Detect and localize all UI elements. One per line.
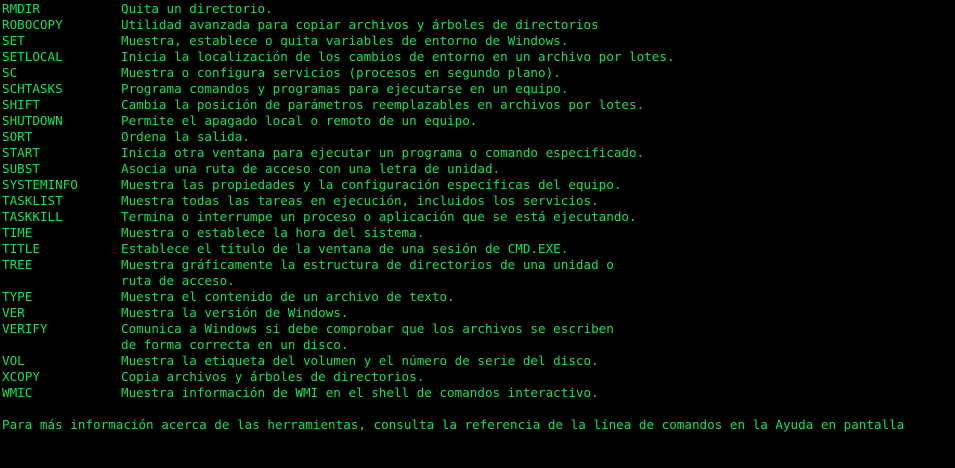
command-description: Inicia otra ventana para ejecutar un programa o comando especificado. (121, 145, 645, 160)
command-name: SCHTASKS (2, 81, 63, 96)
command-row (0, 145, 955, 161)
command-name: SETLOCAL (2, 49, 63, 64)
command-row (0, 177, 955, 193)
command-description: Establece el título de la ventana de una sesión de CMD.EXE. (121, 241, 569, 256)
command-row (0, 161, 955, 177)
command-row (0, 129, 955, 145)
command-name: TYPE (2, 289, 33, 304)
command-name: TIME (2, 225, 33, 240)
command-description: de forma correcta en un disco. (121, 337, 349, 352)
command-description: Copia archivos y árboles de directorios. (121, 369, 425, 384)
command-description: Muestra gráficamente la estructura de directorios de una unidad o (121, 257, 614, 272)
command-row (0, 369, 955, 385)
command-description: Muestra el contenido de un archivo de texto. (121, 289, 455, 304)
command-row (0, 321, 955, 337)
command-description: Muestra las propiedades y la configuración específicas del equipo. (121, 177, 622, 192)
command-name: START (2, 145, 40, 160)
command-name: TITLE (2, 241, 40, 256)
command-name: TREE (2, 257, 33, 272)
command-row (0, 241, 955, 257)
command-row (0, 97, 955, 113)
command-row (0, 49, 955, 65)
command-description: Muestra o configura servicios (procesos en segundo plano). (121, 65, 561, 80)
command-description: Quita un directorio. (121, 1, 273, 16)
command-row (0, 17, 955, 33)
command-description: Inicia la localización de los cambios de entorno en un archivo por lotes. (121, 49, 675, 64)
blank-line (0, 401, 955, 417)
command-description: Ordena la salida. (121, 129, 250, 144)
command-row (0, 33, 955, 49)
help-footer: Para más información acerca de las herramientas, consulta la referencia de la línea de comandos en la Ayuda en pantalla (2, 417, 905, 432)
command-row (0, 305, 955, 321)
command-row (0, 209, 955, 225)
command-name: RMDIR (2, 1, 40, 16)
command-description: Muestra, establece o quita variables de entorno de Windows. (121, 33, 569, 48)
command-row (0, 81, 955, 97)
command-name: SORT (2, 129, 33, 144)
command-name: SUBST (2, 161, 40, 176)
command-description: Programa comandos y programas para ejecutarse en un equipo. (121, 81, 569, 96)
command-description: Muestra o establece la hora del sistema. (121, 225, 425, 240)
command-description: Muestra la etiqueta del volumen y el número de serie del disco. (121, 353, 599, 368)
command-description: Muestra todas las tareas en ejecución, incluidos los servicios. (121, 193, 599, 208)
command-description: Muestra información de WMI en el shell de comandos interactivo. (121, 385, 599, 400)
command-name: XCOPY (2, 369, 40, 384)
command-name (0, 337, 121, 353)
command-name: VOL (2, 353, 25, 368)
command-description: Utilidad avanzada para copiar archivos y árboles de directorios (121, 17, 599, 32)
command-name: TASKLIST (2, 193, 63, 208)
command-description: Muestra la versión de Windows. (121, 305, 349, 320)
command-name: TASKKILL (2, 209, 63, 224)
command-row (0, 273, 955, 289)
command-name: SHIFT (2, 97, 40, 112)
command-row (0, 257, 955, 273)
command-description: Permite el apagado local o remoto de un equipo. (121, 113, 478, 128)
command-row (0, 1, 955, 17)
command-description: Asocia una ruta de acceso con una letra de unidad. (121, 161, 501, 176)
command-description: Cambia la posición de parámetros reemplazables en archivos por lotes. (121, 97, 645, 112)
command-row (0, 353, 955, 369)
command-name: SC (2, 65, 18, 80)
command-name (0, 273, 121, 289)
command-name: VERIFY (2, 321, 48, 336)
command-row (0, 385, 955, 401)
command-name: ROBOCOPY (2, 17, 63, 32)
command-name: SYSTEMINFO (2, 177, 78, 192)
command-name: VER (2, 305, 25, 320)
command-row (0, 337, 955, 353)
command-row (0, 289, 955, 305)
command-name: SHUTDOWN (2, 113, 63, 128)
command-row (0, 113, 955, 129)
command-row (0, 225, 955, 241)
command-list (0, 1, 955, 401)
command-row (0, 193, 955, 209)
command-name: WMIC (2, 385, 33, 400)
command-row (0, 65, 955, 81)
command-description: Comunica a Windows si debe comprobar que los archivos se escriben (121, 321, 614, 336)
command-description: ruta de acceso. (121, 273, 235, 288)
command-description: Termina o interrumpe un proceso o aplicación que se está ejecutando. (121, 209, 637, 224)
command-name: SET (2, 33, 25, 48)
